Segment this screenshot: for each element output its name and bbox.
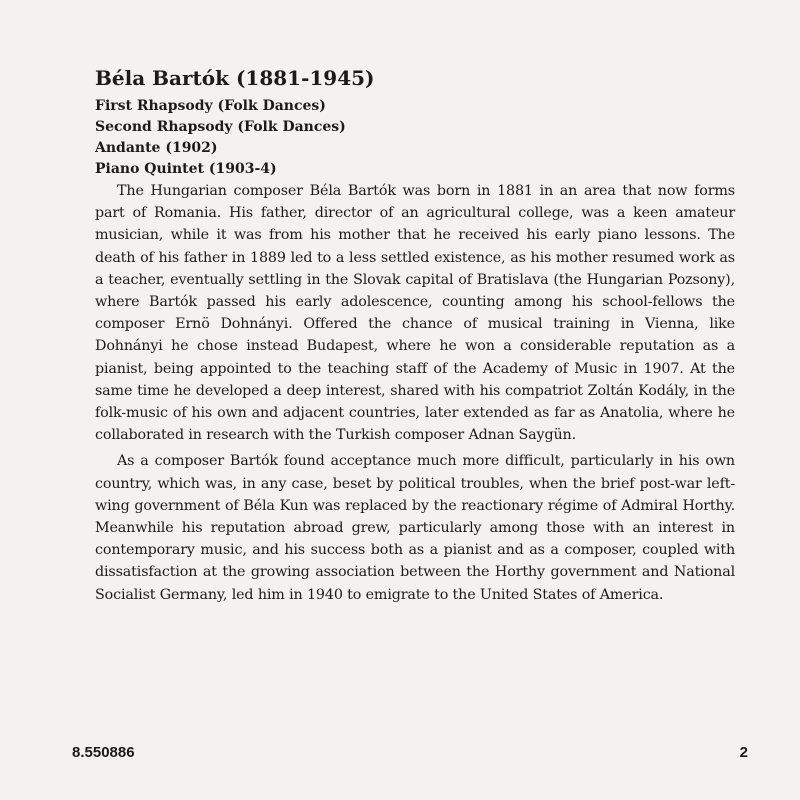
composer-heading: Béla Bartók (1881-1945): [95, 66, 375, 90]
paragraph: As a composer Bartók found acceptance much more difficult, particularly in his own country, which was, in any case, beset by political troubles, when the brief post-war left-wing government of Béla Kun was replaced by the reactionary régime of Admiral Horthy. Meanwhile his reputation abroad grew, particularly among those with an interest in contemporary music, and his success both as a pianist and as a composer, coupled with dissatisfaction at the growing association between the Horthy government and National Socialist Germany, led him in 1940 to emigrate to the United States of America.: [95, 453, 735, 603]
work-title: Piano Quintet (1903-4): [95, 161, 277, 177]
work-title: Second Rhapsody (Folk Dances): [95, 119, 346, 135]
works-list: [95, 96, 735, 180]
biography-text: [95, 180, 735, 606]
paragraph: The Hungarian composer Béla Bartók was born in 1881 in an area that now forms part of Romania. His father, director of an agricultural college, was a keen amateur musician, while it was from his mother that he received his early piano lessons. The death of his father in 1889 led to a less settled existence, as his mother resumed work as a teacher, eventually settling in the Slovak capital of Bratislava (the Hungarian Pozsony), where Bartók passed his early adolescence, counting among his school-fellows the composer Ernö Dohnányi. Offered the chance of musical training in Vienna, like Dohnányi he chose instead Budapest, where he won a considerable reputation as a pianist, being appointed to the teaching staff of the Academy of Music in 1907. At the same time he developed a deep interest, shared with his compatriot Zoltán Kodály, in the folk-music of his own and adjacent countries, later extended as far as Anatolia, where he collaborated in research with the Turkish composer Adnan Saygün.: [95, 183, 735, 444]
catalog-number: 8.550886: [72, 744, 135, 761]
content-block: [95, 64, 735, 610]
page-number: 2: [739, 744, 748, 761]
work-title: Andante (1902): [95, 140, 218, 156]
work-title: First Rhapsody (Folk Dances): [95, 98, 326, 114]
